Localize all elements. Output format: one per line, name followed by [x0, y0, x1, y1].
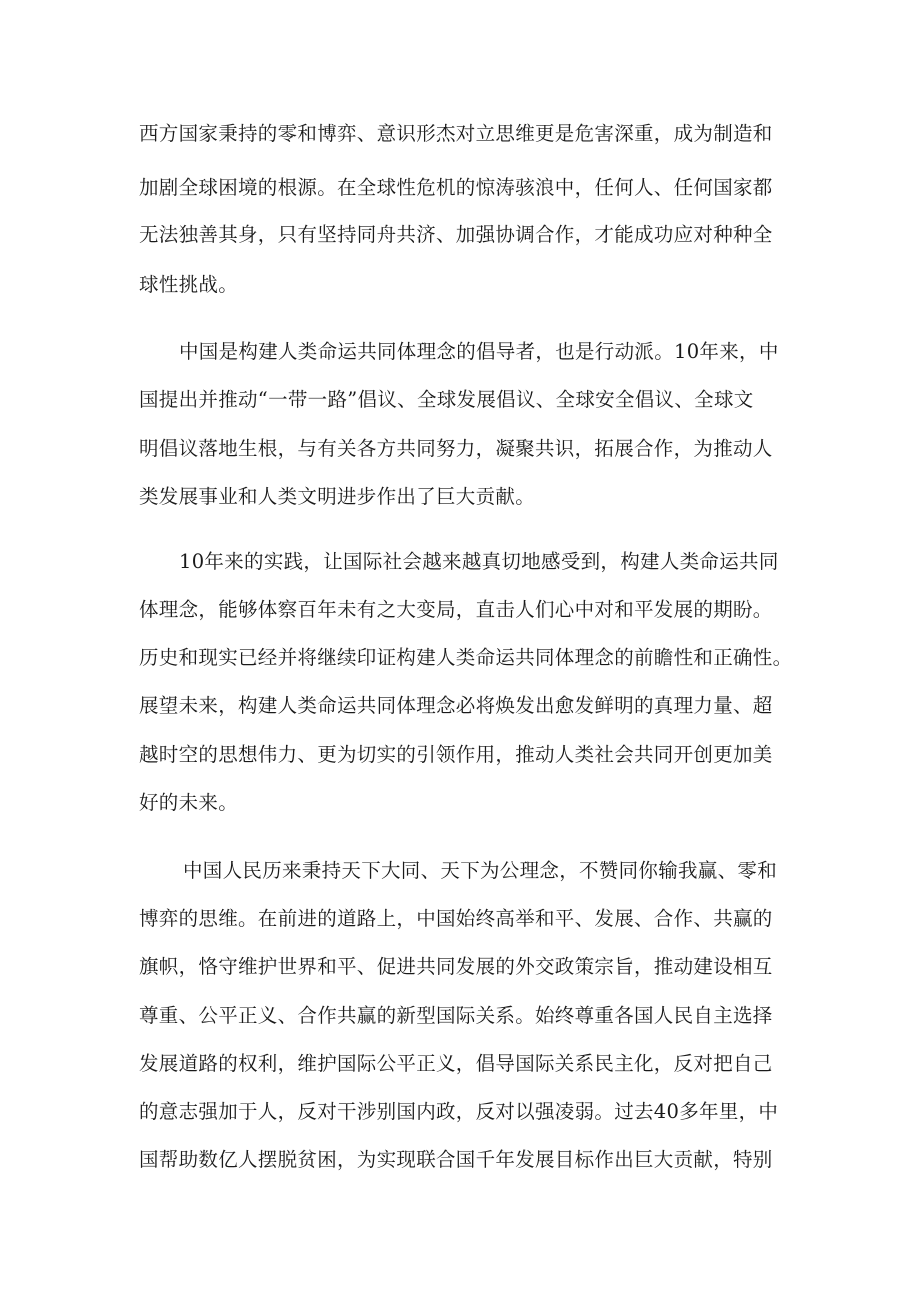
paragraph-3-line-2: 体理念，能够体察百年未有之大变局，直击人们心中对和平发展的期盼。: [139, 598, 773, 621]
paragraph-3-line-5: 越时空的思想伟力、更为切实的引领作用，推动人类社会共同开创更加美: [139, 743, 773, 766]
paragraph-4-line-5: 发展道路的权利，维护国际公平正义，倡导国际关系民主化，反对把自己: [139, 1052, 773, 1075]
paragraph-2-line-1: 中国是构建人类命运共同体理念的倡导者，也是行动派。10年来，中: [179, 340, 779, 363]
paragraph-3-line-6: 好的未来。: [139, 791, 239, 814]
paragraph-4-line-2: 博弈的思维。在前进的道路上，中国始终高举和平、发展、合作、共赢的: [139, 907, 773, 930]
paragraph-2-line-4: 类发展事业和人类文明进步作出了巨大贡献。: [139, 485, 536, 508]
paragraph-4-line-1: 中国人民历来秉持天下大同、天下为公理念，不赞同你输我赢、零和: [183, 859, 778, 882]
paragraph-1-line-3: 无法独善其身，只有坚持同舟共济、加强协调合作，才能成功应对种种全: [139, 223, 773, 246]
paragraph-2-line-3: 明倡议落地生根，与有关各方共同努力，凝聚共识，拓展合作，为推动人: [139, 437, 773, 460]
paragraph-4-line-3: 旗帜，恪守维护世界和平、促进共同发展的外交政策宗旨，推动建设相互: [139, 955, 773, 978]
paragraph-4-line-7: 国帮助数亿人摆脱贫困，为实现联合国千年发展目标作出巨大贡献，特别: [139, 1148, 773, 1171]
paragraph-3-line-3: 历史和现实已经并将继续印证构建人类命运共同体理念的前瞻性和正确性。: [139, 646, 793, 669]
paragraph-1-line-4: 球性挑战。: [139, 273, 239, 296]
paragraph-3-line-1: 10年来的实践，让国际社会越来越真切地感受到，构建人类命运共同: [179, 550, 779, 573]
paragraph-2-line-2: 国提出并推动“一带一路”倡议、全球发展倡议、全球安全倡议、全球文: [139, 388, 754, 411]
paragraph-4-line-4: 尊重、公平正义、合作共赢的新型国际关系。始终尊重各国人民自主选择: [139, 1004, 773, 1027]
paragraph-1-line-1: 西方国家秉持的零和博弈、意识形杰对立思维更是危害深重，成为制造和: [139, 122, 773, 145]
paragraph-4-line-6: 的意志强加于人，反对干涉别国内政，反对以强凌弱。过去40多年里，中: [139, 1100, 779, 1123]
paragraph-3-line-4: 展望未来，构建人类命运共同体理念必将焕发出愈发鲜明的真理力量、超: [139, 694, 773, 717]
paragraph-1-line-2: 加剧全球困境的根源。在全球性危机的惊涛骇浪中，任何人、任何国家都: [139, 176, 773, 199]
